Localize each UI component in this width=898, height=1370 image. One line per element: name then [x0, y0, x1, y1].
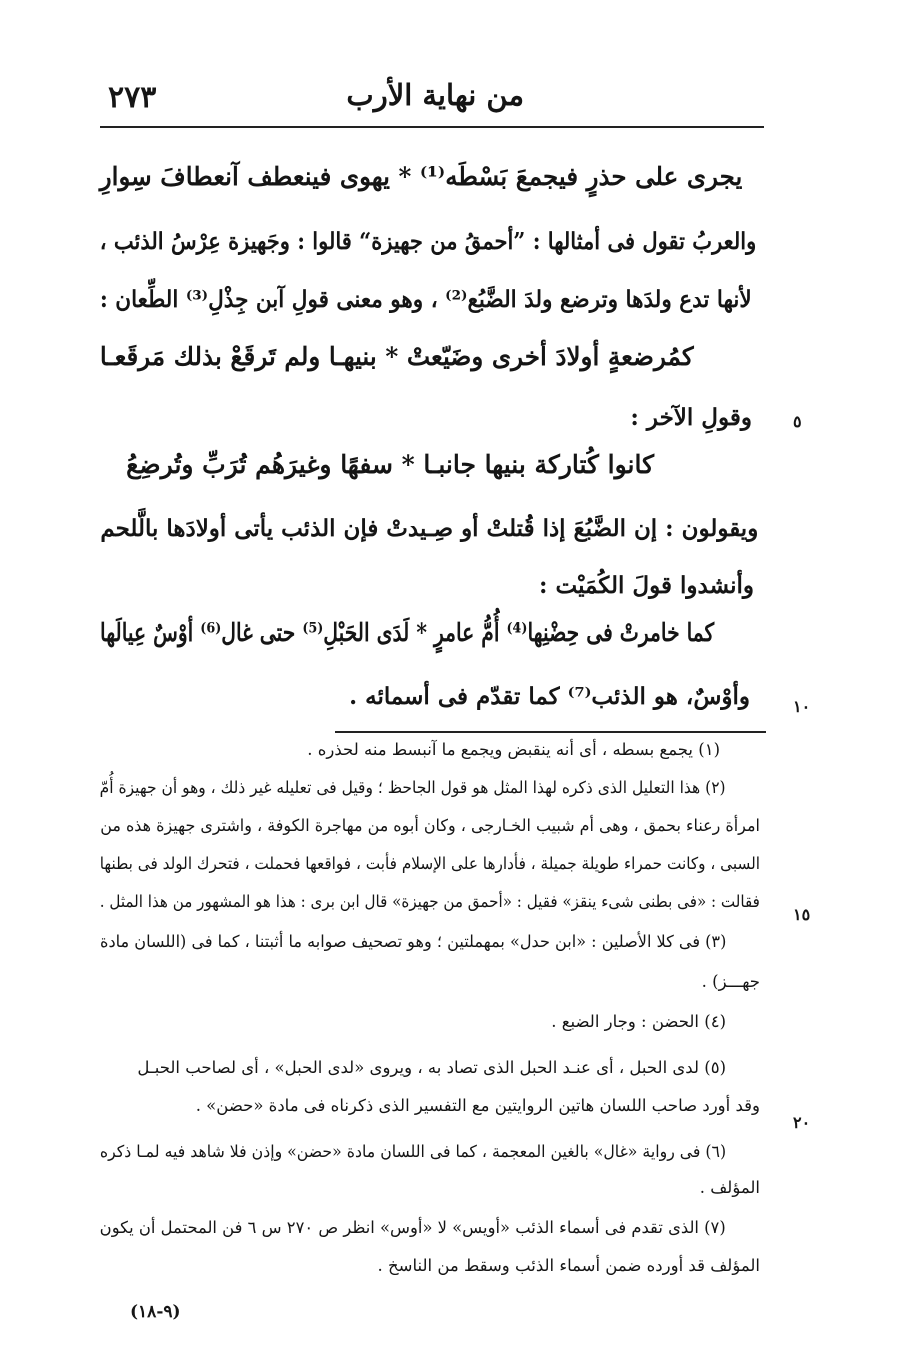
- footnote-line: فقالت : «فى بطنى شىء ينقز» فقيل : «أحمق من جهيزة» قال ابن برى : هذا هو المشهور من هذا المثل .: [99, 892, 760, 911]
- verse-line: كانوا كُتاركة بنيها جانبـا * سفهًا وغيرَهُم تُرَبِّ وتُرضِعُ: [126, 450, 654, 479]
- footnote-line: (٢) هذا التعليل الذى ذكره لهذا المثل هو قول الجاحظ ؛ وقيل فى تعليله غير ذلك ، وهو أن جهيزة أُمّ: [100, 778, 726, 797]
- text-line: والعربُ تقول فى أمثالها : ”أحمقُ من جهيزة“ قالوا : وجَهيزة عِرْسُ الذئب ،: [99, 228, 756, 255]
- text-line: وقولِ الآخر :: [630, 404, 752, 431]
- verse-line: كما خامرتْ فى حِضْنِها⁽⁴⁾ أُمُّ عامرٍ * لَدَى الحَبْلِ⁽⁵⁾ حتى غال⁽⁶⁾ أوْسٌ عِيالَها: [99, 618, 714, 647]
- footnote-line: (١) يجمع بسطه ، أى أنه ينقبض ويجمع ما آنبسط منه لحذره .: [307, 740, 720, 759]
- footnote-line: (٤) الحضن : وجار الضبع .: [551, 1012, 726, 1031]
- running-title: من نهاية الأرب: [346, 78, 524, 112]
- text-line: لأنها تدع ولدَها وترضع ولدَ الضَّبُع⁽²⁾ ، وهو معنى قولِ آبن جِذْلِ⁽³⁾ الطِّعان :: [100, 286, 752, 313]
- page-number: ٢٧٣: [108, 80, 157, 115]
- footnote-line: (٧) الذى تقدم فى أسماء الذئب «أويس» لا «أوس» انظر ص ٢٧٠ س ٦ فن المحتمل أن يكون: [99, 1218, 726, 1237]
- footnote-line: (٣) فى كلا الأصلين : «ابن حدل» بمهملتين ؛ وهو تصحيف صوابه ما أثبتنا ، كما فى (اللسان مادة: [99, 932, 726, 951]
- line-number: ١٠: [793, 697, 811, 716]
- line-number: ٢٠: [793, 1113, 811, 1132]
- footnote-line: المؤلف قد أورده ضمن أسماء الذئب وسقط من الناسخ .: [377, 1256, 760, 1275]
- verse-line: يجرى على حذرٍ فيجمعَ بَسْطَه⁽¹⁾ * يهوى فينعطف آنعطافَ سِوارِ: [99, 162, 742, 191]
- text-line: ويقولون : إن الضَّبُعَ إذا قُتلتْ أو صِـيدتْ فإن الذئب يأتى أولادَها بالَّلحم: [100, 515, 758, 542]
- footnote-line: جهـــز) .: [701, 972, 760, 991]
- footnote-line: وقد أورد صاحب اللسان هاتين الروايتين مع التفسير الذى ذكرناه فى مادة «حضن» .: [195, 1096, 760, 1115]
- text-line: وأوْسٌ، هو الذئب⁽⁷⁾ كما تقدّم فى أسمائه .: [349, 683, 750, 710]
- footnote-line: المؤلف .: [699, 1178, 760, 1197]
- footnote-rule: [335, 731, 766, 733]
- line-number: ٥: [793, 412, 802, 431]
- header-rule: [100, 126, 764, 128]
- verse-line: كمُرضعةٍ أولادَ أخرى وضَيّعتْ * بنيهـا ولم تَرقَعْ بذلك مَرقَعـا: [100, 342, 694, 371]
- page-header: [100, 78, 764, 122]
- footnote-line: السبى ، وكانت حمراء طويلة جميلة ، فأدارها على الإسلام فأبت ، فواقعها فحملت ، فتحرك الولد فى بطنها: [99, 854, 760, 873]
- footnote-line: (٥) لدى الحبل ، أى عنـد الحبل الذى تصاد به ، ويروى «لدى الحبل» ، أى لصاحب الحبـل: [137, 1058, 726, 1077]
- footnote-line: امرأة رعناء بحمق ، وهى أم شبيب الخـارجى ، وكان أبوه من مهاجرة الكوفة ، واشترى جهيزة هذه من: [100, 816, 760, 835]
- footnote-line: (٦) فى رواية «غال» بالغين المعجمة ، كما فى اللسان مادة «حضن» وإذن فلا شاهد فيه لمـا ذكره: [99, 1142, 726, 1161]
- signature-mark: (٩-١٨): [130, 1302, 181, 1322]
- line-number: ١٥: [793, 905, 811, 924]
- text-line: وأنشدوا قولَ الكُمَيْت :: [538, 572, 754, 599]
